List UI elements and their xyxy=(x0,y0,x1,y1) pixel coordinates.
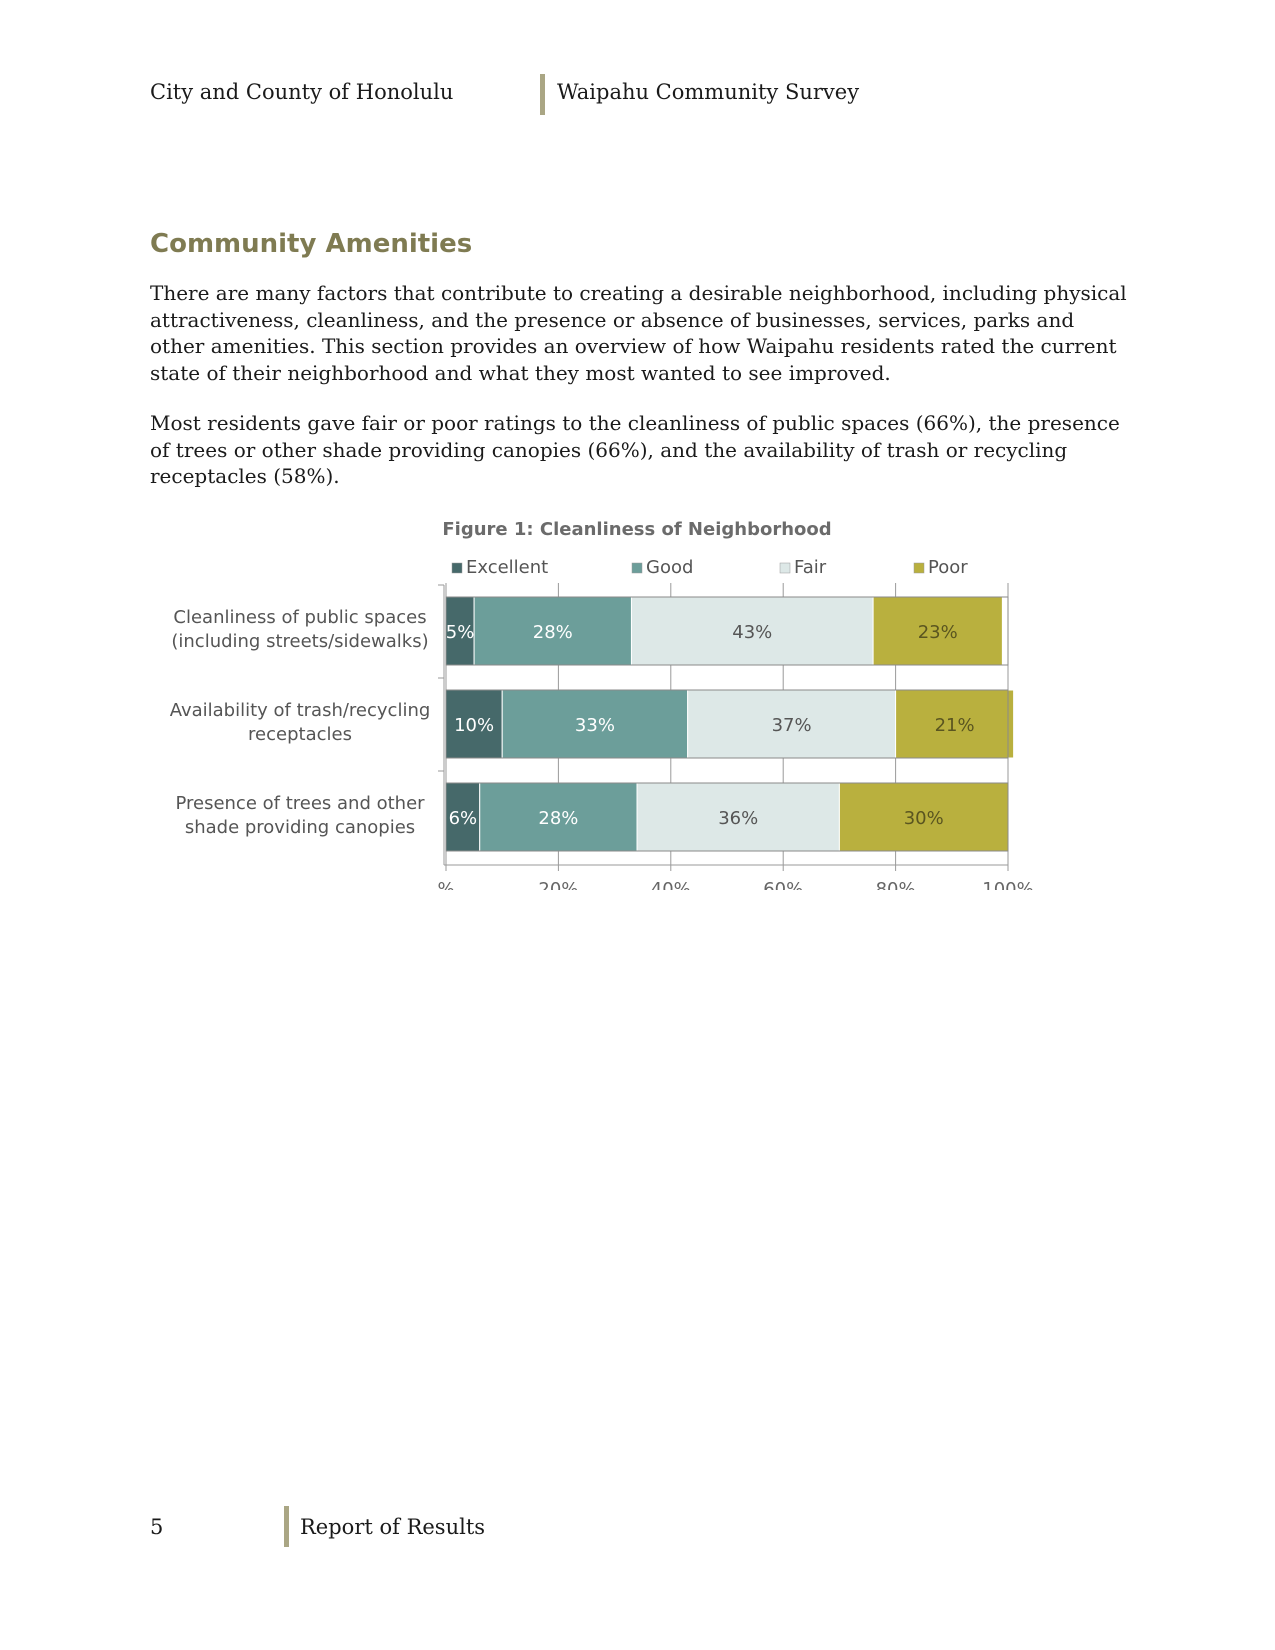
legend-label: Good xyxy=(646,557,694,578)
category-label: Availability of trash/recycling xyxy=(169,700,431,721)
x-tick-label: 20% xyxy=(538,879,579,890)
data-label: 21% xyxy=(934,715,975,736)
x-tick-label: 100% xyxy=(982,879,1034,890)
header-right: Waipahu Community Survey xyxy=(557,80,860,104)
data-label: 28% xyxy=(532,622,573,643)
x-tick-label: 80% xyxy=(875,879,916,890)
data-label: 33% xyxy=(574,715,615,736)
chart-title: Figure 1: Cleanliness of Neighborhood xyxy=(442,519,832,540)
data-label: 28% xyxy=(538,808,579,829)
data-label: 10% xyxy=(454,715,495,736)
cleanliness-chart xyxy=(0,500,1275,890)
data-label: 36% xyxy=(718,808,759,829)
header-divider xyxy=(540,74,545,115)
header-left: City and County of Honolulu xyxy=(150,80,454,104)
chart-container xyxy=(0,500,1275,894)
data-label: 30% xyxy=(903,808,944,829)
legend-label: Excellent xyxy=(466,557,549,578)
x-tick-label: 60% xyxy=(763,879,804,890)
footer-text: Report of Results xyxy=(300,1515,486,1539)
category-label: shade providing canopies xyxy=(184,817,416,838)
x-tick-label: % xyxy=(437,879,455,890)
data-label: 6% xyxy=(448,808,478,829)
category-label: (including streets/sidewalks) xyxy=(171,631,429,652)
legend-swatch xyxy=(914,563,924,573)
legend-label: Poor xyxy=(928,557,968,578)
x-tick-label: 40% xyxy=(650,879,691,890)
data-label: 37% xyxy=(771,715,812,736)
data-label: 5% xyxy=(445,622,475,643)
legend-swatch xyxy=(632,563,642,573)
category-label: receptacles xyxy=(248,724,352,745)
page-number: 5 xyxy=(150,1515,164,1539)
legend-swatch xyxy=(452,563,462,573)
section-title: Community Amenities xyxy=(150,229,473,259)
data-label: 23% xyxy=(917,622,958,643)
footer-divider xyxy=(284,1506,289,1547)
legend-label: Fair xyxy=(794,557,827,578)
data-label: 43% xyxy=(732,622,773,643)
intro-paragraph: There are many factors that contribute to creating a desirable neighborhood, including physical attractiveness, cleanliness, and the presence or absence of businesses, services, parks and other amenities. This section provides an overview of how Waipahu residents rated the current state of their neighborhood and what they most wanted to see improved. xyxy=(150,281,1127,385)
category-label: Presence of trees and other xyxy=(175,793,425,814)
summary-paragraph: Most residents gave fair or poor ratings to the cleanliness of public spaces (66%), the presence of trees or other shade providing canopies (66%), and the availability of trash or recycling receptacles (58%). xyxy=(150,411,1120,488)
legend-swatch xyxy=(780,563,790,573)
category-label: Cleanliness of public spaces xyxy=(173,607,427,628)
